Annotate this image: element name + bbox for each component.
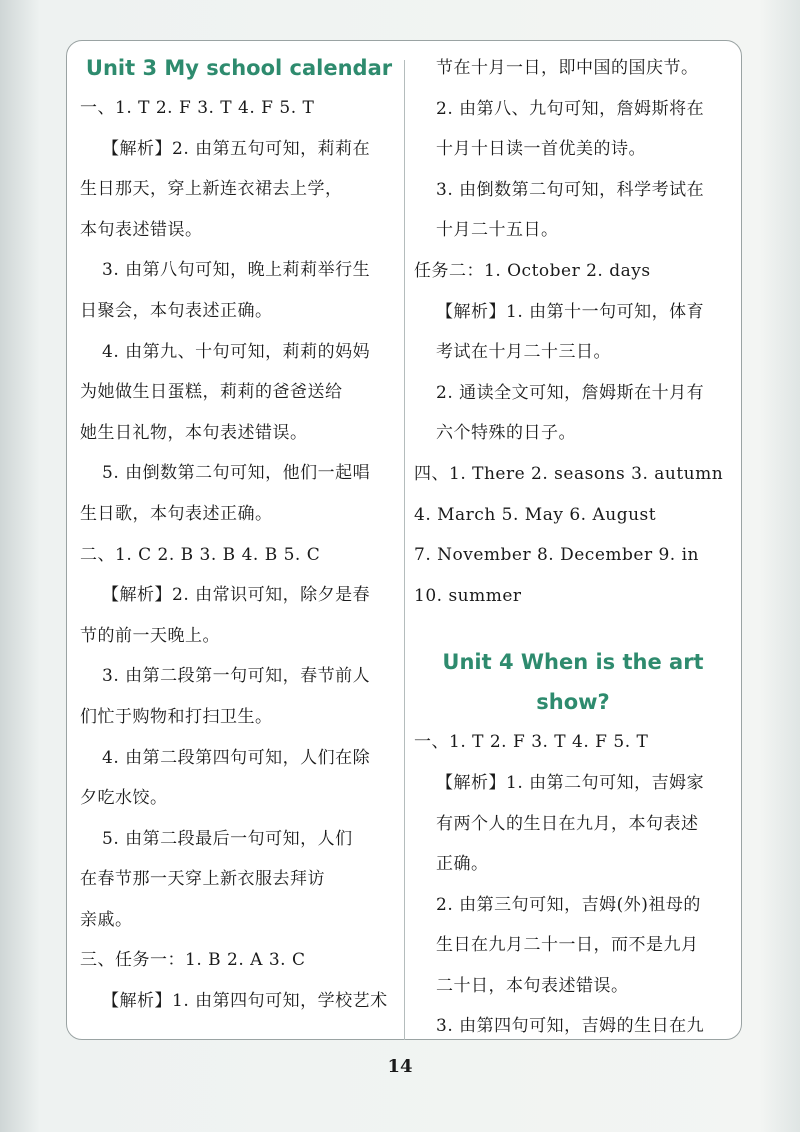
answer-line: 四、1. There 2. seasons 3. autumn — [414, 463, 724, 484]
answer-line: 二十日，本句表述错误。 — [436, 975, 629, 996]
answer-line: 【解析】2. 由第五句可知，莉莉在 — [102, 138, 371, 159]
answer-line: 她生日礼物，本句表述错误。 — [80, 422, 308, 443]
left-answer-lines — [80, 88, 398, 1022]
answer-line: 夕吃水饺。 — [80, 788, 168, 809]
answer-line: 3. 由第八句可知，晚上莉莉举行生 — [102, 260, 371, 281]
answer-line: 4. 由第九、十句可知，莉莉的妈妈 — [102, 341, 371, 362]
right-answer-lines-bottom — [414, 722, 732, 1047]
unit-3-title: Unit 3 My school calendar — [85, 56, 393, 80]
answer-line: 一、1. T 2. F 3. T 4. F 5. T — [414, 732, 649, 753]
answer-line: 4. 由第二段第四句可知，人们在除 — [102, 747, 371, 768]
answer-line: 六个特殊的日子。 — [436, 423, 576, 444]
page-number: 14 — [387, 1056, 413, 1077]
answer-line: 3. 由第二段第一句可知，春节前人 — [102, 666, 371, 687]
answer-line: 3. 由第四句可知，吉姆的生日在九 — [436, 1016, 705, 1037]
answer-line: 考试在十月二十三日。 — [436, 342, 611, 363]
answer-line: 节的前一天晚上。 — [80, 625, 220, 646]
right-column — [414, 48, 732, 1047]
answer-line: 正确。 — [436, 854, 489, 875]
answer-line: 三、任务一：1. B 2. A 3. C — [80, 950, 306, 971]
answer-line: 【解析】1. 由第二句可知，吉姆家 — [436, 772, 705, 793]
answer-line: 【解析】1. 由第四句可知，学校艺术 — [102, 991, 388, 1012]
answer-line: 2. 由第八、九句可知，詹姆斯将在 — [436, 98, 705, 119]
answer-line: 生日那天，穿上新连衣裙去上学， — [80, 179, 343, 200]
answer-line: 十月二十五日。 — [436, 220, 559, 241]
answer-line: 2. 通读全文可知，詹姆斯在十月有 — [436, 382, 705, 403]
answer-line: 有两个人的生日在九月，本句表述 — [436, 813, 699, 834]
answer-line: 在春节那一天穿上新衣服去拜访 — [80, 869, 325, 890]
answer-line: 生日歌，本句表述正确。 — [80, 503, 273, 524]
answer-line: 4. March 5. May 6. August — [414, 504, 657, 525]
answer-line: 10. summer — [414, 585, 522, 606]
left-column — [80, 48, 398, 1022]
answer-line: 5. 由倒数第二句可知，他们一起唱 — [102, 463, 371, 484]
unit-4-title-line1: Unit 4 When is the art — [442, 650, 704, 675]
answer-line: 【解析】1. 由第十一句可知，体育 — [436, 301, 705, 322]
answer-line: 为她做生日蛋糕，莉莉的爸爸送给 — [80, 382, 343, 403]
answer-line: 2. 由第三句可知，吉姆(外)祖母的 — [436, 894, 701, 915]
answer-line: 本句表述错误。 — [80, 219, 203, 240]
right-answer-lines-top — [414, 48, 732, 616]
answer-line: 们忙于购物和打扫卫生。 — [80, 706, 273, 727]
answer-line: 【解析】2. 由常识可知，除夕是春 — [102, 585, 371, 606]
answer-line: 亲戚。 — [80, 909, 133, 930]
answer-line: 7. November 8. December 9. in — [414, 545, 699, 566]
answer-line: 生日在九月二十一日，而不是九月 — [436, 935, 699, 956]
answer-line: 任务二：1. October 2. days — [414, 260, 651, 281]
column-divider — [404, 60, 405, 1040]
answer-line: 日聚会，本句表述正确。 — [80, 300, 273, 321]
answer-line: 十月十日读一首优美的诗。 — [436, 139, 646, 160]
unit-4-title-line2: show? — [536, 690, 610, 715]
answer-line: 3. 由倒数第二句可知，科学考试在 — [436, 179, 705, 200]
answer-line: 二、1. C 2. B 3. B 4. B 5. C — [80, 544, 321, 565]
answer-line: 节在十月一日，即中国的国庆节。 — [436, 58, 699, 78]
answer-line: 5. 由第二段最后一句可知，人们 — [102, 828, 353, 849]
answer-line: 一、1. T 2. F 3. T 4. F 5. T — [80, 98, 315, 118]
